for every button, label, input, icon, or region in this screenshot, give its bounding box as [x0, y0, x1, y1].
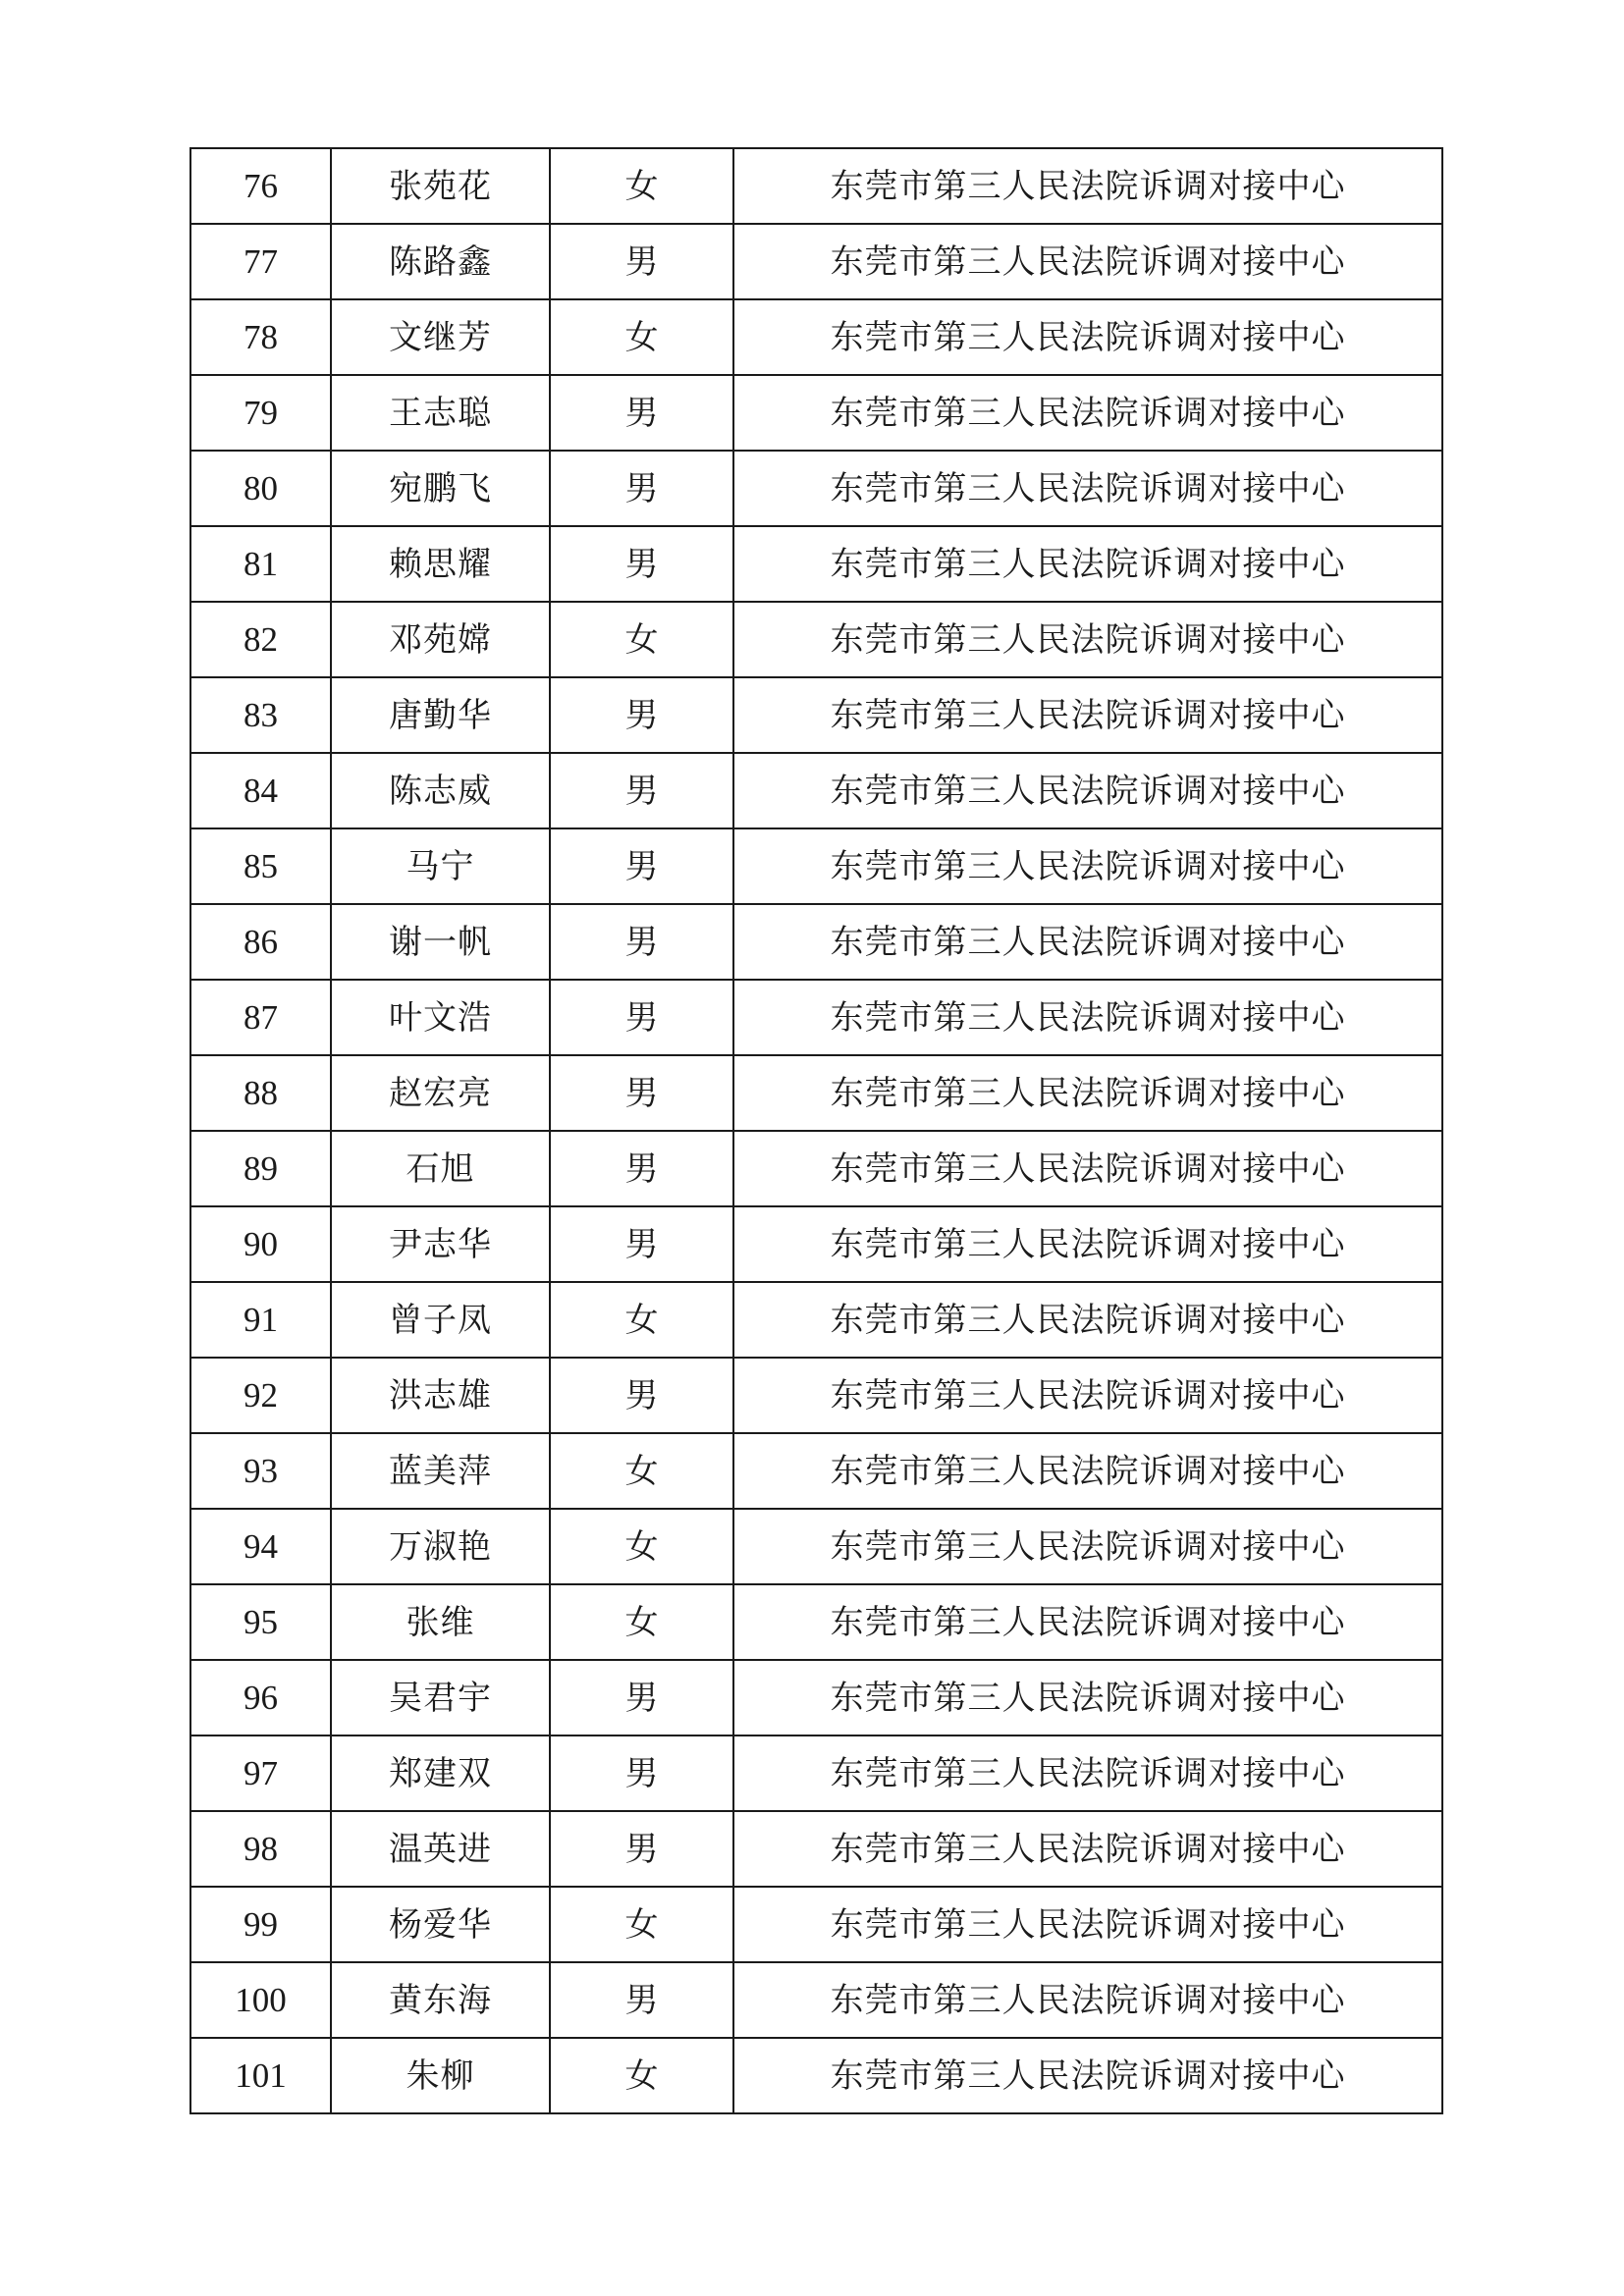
- table-row: [190, 375, 1442, 451]
- person-name: 万淑艳: [331, 1509, 550, 1584]
- person-gender: 女: [550, 1509, 733, 1584]
- row-number: 86: [190, 904, 331, 980]
- person-name: 曾子凤: [331, 1282, 550, 1358]
- row-number: 95: [190, 1584, 331, 1660]
- person-gender: 男: [550, 375, 733, 451]
- table-row: [190, 1509, 1442, 1584]
- person-organization: 东莞市第三人民法院诉调对接中心: [733, 1962, 1442, 2038]
- person-organization: 东莞市第三人民法院诉调对接中心: [733, 299, 1442, 375]
- table-row: [190, 1660, 1442, 1735]
- table-row: [190, 1206, 1442, 1282]
- person-name: 温英进: [331, 1811, 550, 1887]
- person-gender: 男: [550, 980, 733, 1055]
- person-gender: 女: [550, 2038, 733, 2113]
- table-row: [190, 1282, 1442, 1358]
- person-organization: 东莞市第三人民法院诉调对接中心: [733, 375, 1442, 451]
- row-number: 83: [190, 677, 331, 753]
- person-name: 郑建双: [331, 1735, 550, 1811]
- row-number: 96: [190, 1660, 331, 1735]
- person-organization: 东莞市第三人民法院诉调对接中心: [733, 1660, 1442, 1735]
- table-row: [190, 148, 1442, 224]
- person-gender: 女: [550, 299, 733, 375]
- person-organization: 东莞市第三人民法院诉调对接中心: [733, 526, 1442, 602]
- table-row: [190, 1584, 1442, 1660]
- table-row: [190, 1358, 1442, 1433]
- table-row: [190, 526, 1442, 602]
- roster-table: [189, 147, 1443, 2114]
- person-gender: 女: [550, 1282, 733, 1358]
- person-gender: 女: [550, 1584, 733, 1660]
- person-name: 谢一帆: [331, 904, 550, 980]
- row-number: 94: [190, 1509, 331, 1584]
- person-name: 赖思耀: [331, 526, 550, 602]
- row-number: 101: [190, 2038, 331, 2113]
- person-gender: 男: [550, 1962, 733, 2038]
- person-name: 唐勤华: [331, 677, 550, 753]
- person-gender: 男: [550, 753, 733, 828]
- person-gender: 男: [550, 1660, 733, 1735]
- person-organization: 东莞市第三人民法院诉调对接中心: [733, 904, 1442, 980]
- row-number: 93: [190, 1433, 331, 1509]
- person-name: 文继芳: [331, 299, 550, 375]
- table-row: [190, 1055, 1442, 1131]
- person-organization: 东莞市第三人民法院诉调对接中心: [733, 1887, 1442, 1962]
- table-row: [190, 677, 1442, 753]
- person-name: 邓苑嫦: [331, 602, 550, 677]
- person-organization: 东莞市第三人民法院诉调对接中心: [733, 148, 1442, 224]
- table-row: [190, 1131, 1442, 1206]
- person-gender: 男: [550, 1131, 733, 1206]
- row-number: 84: [190, 753, 331, 828]
- row-number: 98: [190, 1811, 331, 1887]
- person-name: 马宁: [331, 828, 550, 904]
- person-name: 洪志雄: [331, 1358, 550, 1433]
- person-gender: 男: [550, 1055, 733, 1131]
- person-organization: 东莞市第三人民法院诉调对接中心: [733, 753, 1442, 828]
- row-number: 97: [190, 1735, 331, 1811]
- row-number: 100: [190, 1962, 331, 2038]
- person-gender: 男: [550, 224, 733, 299]
- person-gender: 女: [550, 602, 733, 677]
- table-row: [190, 828, 1442, 904]
- person-organization: 东莞市第三人民法院诉调对接中心: [733, 677, 1442, 753]
- person-organization: 东莞市第三人民法院诉调对接中心: [733, 1206, 1442, 1282]
- person-gender: 男: [550, 1206, 733, 1282]
- row-number: 89: [190, 1131, 331, 1206]
- person-gender: 男: [550, 451, 733, 526]
- person-organization: 东莞市第三人民法院诉调对接中心: [733, 1131, 1442, 1206]
- person-organization: 东莞市第三人民法院诉调对接中心: [733, 1433, 1442, 1509]
- person-name: 石旭: [331, 1131, 550, 1206]
- row-number: 87: [190, 980, 331, 1055]
- row-number: 99: [190, 1887, 331, 1962]
- person-organization: 东莞市第三人民法院诉调对接中心: [733, 1509, 1442, 1584]
- table-row: [190, 1811, 1442, 1887]
- person-gender: 女: [550, 1433, 733, 1509]
- row-number: 85: [190, 828, 331, 904]
- person-name: 张维: [331, 1584, 550, 1660]
- row-number: 92: [190, 1358, 331, 1433]
- person-organization: 东莞市第三人民法院诉调对接中心: [733, 1282, 1442, 1358]
- person-organization: 东莞市第三人民法院诉调对接中心: [733, 2038, 1442, 2113]
- person-name: 蓝美萍: [331, 1433, 550, 1509]
- table-row: [190, 1887, 1442, 1962]
- table-row: [190, 1962, 1442, 2038]
- person-name: 朱柳: [331, 2038, 550, 2113]
- roster-body: [190, 148, 1442, 2113]
- person-organization: 东莞市第三人民法院诉调对接中心: [733, 828, 1442, 904]
- row-number: 91: [190, 1282, 331, 1358]
- person-organization: 东莞市第三人民法院诉调对接中心: [733, 451, 1442, 526]
- row-number: 77: [190, 224, 331, 299]
- row-number: 81: [190, 526, 331, 602]
- person-gender: 男: [550, 828, 733, 904]
- person-name: 杨爱华: [331, 1887, 550, 1962]
- person-organization: 东莞市第三人民法院诉调对接中心: [733, 980, 1442, 1055]
- row-number: 82: [190, 602, 331, 677]
- person-organization: 东莞市第三人民法院诉调对接中心: [733, 602, 1442, 677]
- person-organization: 东莞市第三人民法院诉调对接中心: [733, 1358, 1442, 1433]
- person-name: 赵宏亮: [331, 1055, 550, 1131]
- table-row: [190, 1433, 1442, 1509]
- table-row: [190, 299, 1442, 375]
- row-number: 78: [190, 299, 331, 375]
- row-number: 88: [190, 1055, 331, 1131]
- person-name: 张苑花: [331, 148, 550, 224]
- person-name: 黄东海: [331, 1962, 550, 2038]
- person-gender: 男: [550, 526, 733, 602]
- person-name: 宛鹏飞: [331, 451, 550, 526]
- person-gender: 男: [550, 677, 733, 753]
- table-row: [190, 753, 1442, 828]
- person-gender: 男: [550, 1811, 733, 1887]
- person-gender: 女: [550, 148, 733, 224]
- table-row: [190, 904, 1442, 980]
- table-row: [190, 980, 1442, 1055]
- person-name: 陈路鑫: [331, 224, 550, 299]
- person-organization: 东莞市第三人民法院诉调对接中心: [733, 1055, 1442, 1131]
- person-organization: 东莞市第三人民法院诉调对接中心: [733, 224, 1442, 299]
- person-gender: 男: [550, 1358, 733, 1433]
- row-number: 90: [190, 1206, 331, 1282]
- table-row: [190, 2038, 1442, 2113]
- person-name: 叶文浩: [331, 980, 550, 1055]
- person-gender: 男: [550, 904, 733, 980]
- row-number: 79: [190, 375, 331, 451]
- person-organization: 东莞市第三人民法院诉调对接中心: [733, 1735, 1442, 1811]
- person-organization: 东莞市第三人民法院诉调对接中心: [733, 1811, 1442, 1887]
- table-row: [190, 451, 1442, 526]
- person-gender: 男: [550, 1735, 733, 1811]
- person-name: 吴君宇: [331, 1660, 550, 1735]
- table-row: [190, 1735, 1442, 1811]
- row-number: 80: [190, 451, 331, 526]
- row-number: 76: [190, 148, 331, 224]
- person-name: 王志聪: [331, 375, 550, 451]
- table-row: [190, 224, 1442, 299]
- person-name: 陈志威: [331, 753, 550, 828]
- table-row: [190, 602, 1442, 677]
- person-name: 尹志华: [331, 1206, 550, 1282]
- person-gender: 女: [550, 1887, 733, 1962]
- person-organization: 东莞市第三人民法院诉调对接中心: [733, 1584, 1442, 1660]
